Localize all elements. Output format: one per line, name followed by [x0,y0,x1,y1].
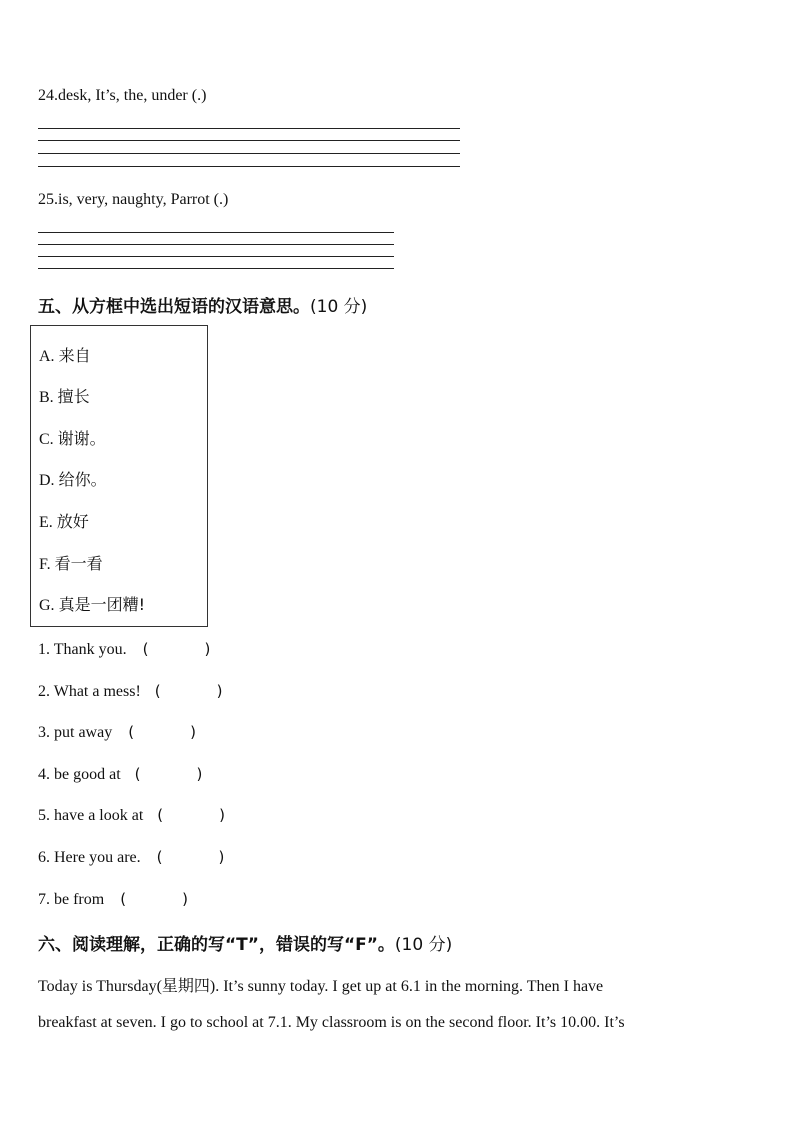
answer-line [38,256,394,257]
item-6 [38,848,224,867]
option-b [39,384,90,407]
option-c [39,426,106,449]
reading-paragraph-line: Today is Thursday(星期四). It’s sunny today. I get up at 6.1 in the morning. Then I have [38,978,604,995]
option-f [39,551,103,574]
item-text: 2. What a mess! [38,683,141,700]
reading-paragraph-line: breakfast at seven. I go to school at 7.1. My classroom is on the second floor. It’s 10.00. It’s [38,1014,625,1031]
item-text: 1. Thank you. [38,641,127,658]
item-7 [38,890,188,909]
answer-line [38,232,394,233]
answer-line [38,244,394,245]
item-text: 7. be from [38,891,105,908]
question-24: 24.desk, It’s, the, under (.) [38,87,207,104]
section-5-title: 五、从方框中选出短语的汉语意思。 [38,297,310,317]
item-4 [38,765,202,784]
option-a [39,343,91,366]
item-5 [38,806,225,825]
option-text: 来自 [58,346,91,365]
section-6-title: 六、阅读理解，正确的写“T”，错误的写“F”。 [38,935,395,955]
item-text: 3. put away [38,724,113,741]
item-text: 6. Here you are. [38,849,141,866]
answer-line [38,140,460,141]
option-key: E. [39,514,53,531]
item-text: 5. have a look at [38,807,144,824]
option-e [39,509,89,532]
answer-line [38,153,460,154]
option-text: 放好 [56,512,89,531]
options-box [30,325,208,627]
option-text: 给你。 [58,470,107,489]
answer-blank[interactable]: ( ) [142,640,211,658]
option-d [39,467,107,490]
section-5-score: (10 分) [310,297,368,317]
option-key: A. [39,348,55,365]
option-key: F. [39,556,51,573]
option-key: G. [39,597,55,614]
answer-blank[interactable]: ( ) [128,723,196,741]
option-text: 看一看 [54,554,103,573]
item-2 [38,682,223,701]
question-25: 25.is, very, naughty, Parrot (.) [38,191,229,208]
item-text: 4. be good at [38,766,121,783]
option-key: C. [39,431,54,448]
item-1 [38,640,210,659]
section-6-heading [38,930,452,955]
answer-blank[interactable]: ( ) [120,890,188,908]
option-key: B. [39,389,54,406]
answer-blank[interactable]: ( ) [154,682,223,700]
answer-blank[interactable]: ( ) [157,806,226,824]
option-text: 真是一团糟! [58,595,145,614]
section-5-heading [38,292,367,317]
answer-blank[interactable]: ( ) [134,765,203,783]
answer-line [38,128,460,129]
section-6-score: (10 分) [394,935,453,955]
answer-line [38,268,394,269]
answer-line [38,166,460,167]
answer-blank[interactable]: ( ) [156,848,225,866]
option-key: D. [39,472,55,489]
item-3 [38,723,196,742]
option-text: 谢谢。 [57,429,106,448]
option-g [39,592,145,615]
option-text: 擅长 [57,387,90,406]
